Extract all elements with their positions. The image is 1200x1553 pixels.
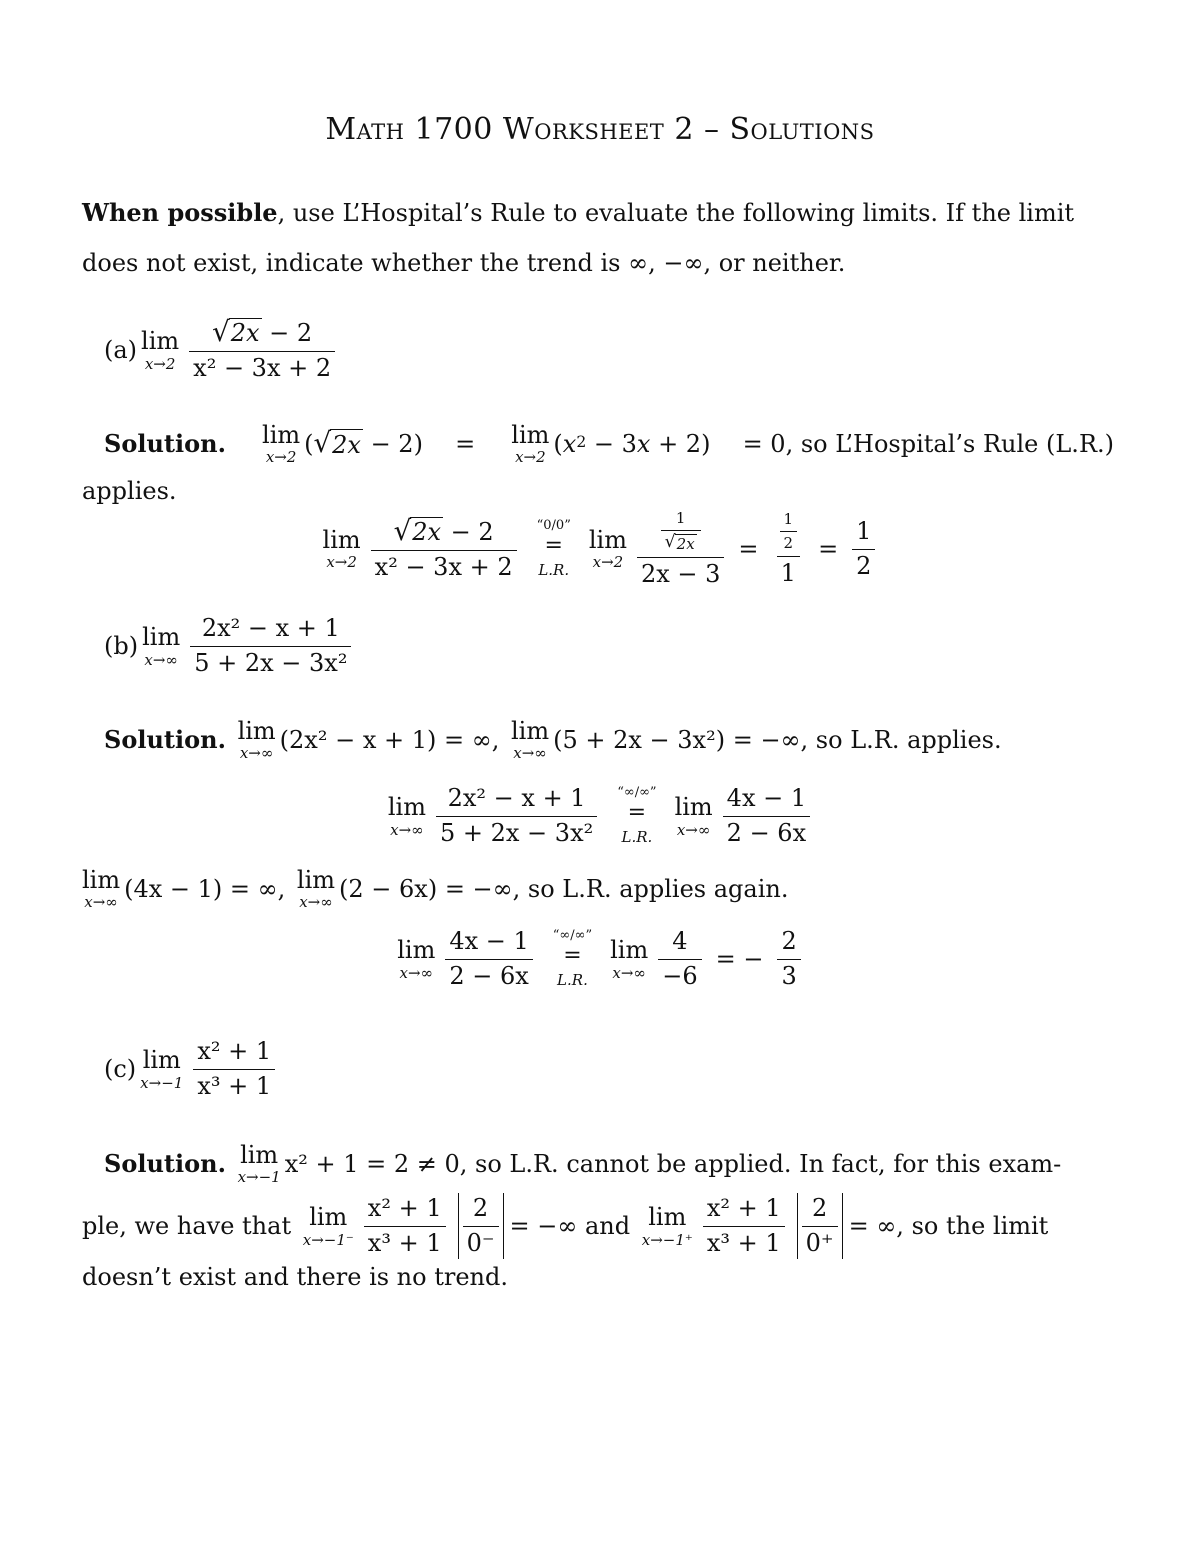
solution-c-line-2: ple, we have that lim x→−1⁻ $\frac{\text{x² + 1}}{\text{x³ + 1}}$ $\frac{2}{0^-}$ = −∞ and lim x→−1⁺ $\frac{\text{x² + 1}}{\text{x³ + 1}}$ $\frac{2}{0^+}$ = ∞, so the limit	[82, 1193, 1048, 1259]
problem-a	[104, 315, 341, 382]
instructions-bold-lead: When possible	[82, 198, 278, 227]
instructions	[82, 188, 1112, 288]
solution-b-again: lim x→∞ (4x − 1) = ∞, lim x→∞ (2 − 6x) = −∞, so L.R. applies again.	[82, 866, 789, 912]
solution-a-text: = 0, so L’Hospital’s Rule (L.R.)	[742, 429, 1114, 458]
solution-c: Solution. lim x→−1 x² + 1 = 2 ≠ 0, so L.R. cannot be applied. In fact, for this exam-	[104, 1141, 1062, 1187]
solution-a-result: $\frac{1}{2}$	[852, 518, 875, 580]
solution-b-result: $\frac{2}{3}$	[777, 928, 800, 990]
problem-b-fraction: $\frac{\text{2x² − x + 1}}{\text{5 + 2x − 3x²}}$	[190, 615, 351, 677]
instructions-line-1: , use L’Hospital’s Rule to evaluate the following limits. If the limit	[277, 199, 1075, 227]
solution-c-line-3: doesn’t exist and there is no trend.	[82, 1263, 508, 1291]
solution-b: Solution. lim x→∞ (2x² − x + 1) = ∞, lim x→∞ (5 + 2x − 3x²) = −∞, so L.R. applies.	[104, 717, 1002, 763]
problem-a-label: (a)	[104, 336, 138, 365]
problem-b-label: (b)	[104, 632, 139, 661]
solution-label: Solution.	[104, 429, 226, 459]
instructions-line-2: does not exist, indicate whether the trend is ∞, −∞, or neither.	[82, 249, 846, 277]
solution-a-computation: lim x→2 √ 2x − 2 x² − 3x + 2 “0/0” = L.R. lim x→2 1 √ 2x 2x − 3 = $\frac{\frac{1}{2}}{1}$ = $\frac{1}{2}$	[0, 510, 1200, 588]
limit-operator: lim x→2	[141, 327, 180, 373]
problem-b: (b) lim x→∞ $\frac{\text{2x² − x + 1}}{\text{5 + 2x − 3x²}}$	[104, 615, 357, 677]
solution-b-step-2: lim x→∞ $\frac{4x - 1}{2 - 6x}$ “∞/∞” = L.R. lim x→∞ $\frac{4}{-6}$ = − $\frac{2}{3}$	[0, 928, 1200, 990]
evaluation-bars-right: $\frac{2}{0^+}$	[797, 1193, 843, 1259]
problem-a-fraction: √ 2x − 2 x² − 3x + 2	[189, 318, 335, 382]
page-title: Math 1700 Worksheet 2 – Solutions	[325, 112, 875, 147]
solution-b-step-1: lim x→∞ $\frac{\text{2x² − x + 1}}{\text{5 + 2x − 3x²}}$ “∞/∞” = L.R. lim x→∞ $\frac{4x - 1}{2 - 6x}$	[0, 785, 1200, 847]
evaluation-bars-left: $\frac{2}{0^-}$	[458, 1193, 504, 1259]
problem-c: (c) lim x→−1 $\frac{\text{x² + 1}}{\text{x³ + 1}}$	[104, 1038, 281, 1100]
lhospital-equals: “0/0” = L.R.	[536, 518, 571, 579]
solution-a-applies: applies.	[82, 477, 177, 505]
problem-c-label: (c)	[104, 1055, 137, 1084]
solution-a: Solution. lim x→2 ( √ 2x − 2) = lim x→2 ( x $^2$ − 3 x + 2) = 0, so L’Hospital’s Rule (L.R.)	[104, 421, 1114, 467]
problem-c-fraction: $\frac{\text{x² + 1}}{\text{x³ + 1}}$	[193, 1038, 275, 1100]
